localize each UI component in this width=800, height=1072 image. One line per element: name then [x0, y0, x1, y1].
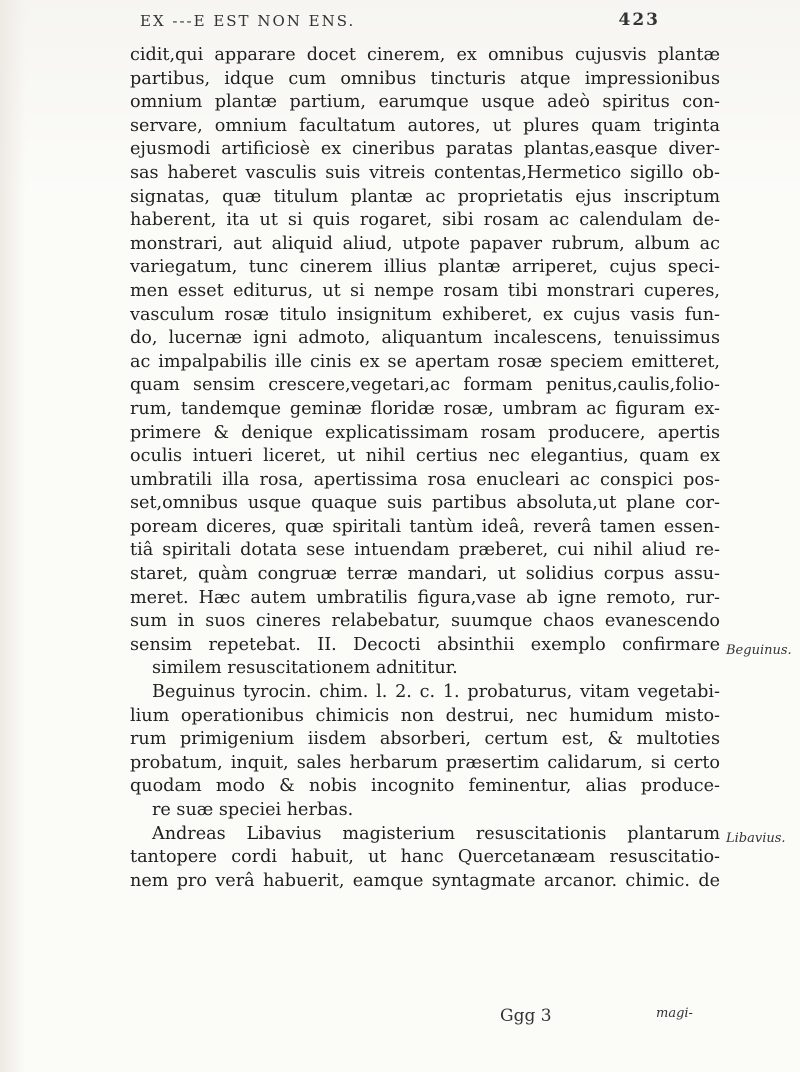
signature-mark: Ggg 3 — [500, 1006, 552, 1026]
text-line: nem pro verâ habuerit, eamque syntagmate arcanor. chimic. de — [130, 870, 720, 891]
text-line: servare, omnium facultatum autores, ut plures quam triginta — [130, 115, 720, 136]
text-line: poream diceres, quæ spiritali tantùm ideâ, reverâ tamen essen- — [130, 516, 720, 537]
running-title: EX ---E EST NON ENS. — [140, 12, 356, 30]
text-line: sas haberet vasculis suis vitreis contentas,Hermetico sigillo ob- — [130, 162, 720, 183]
page-gutter-shadow — [0, 0, 26, 1072]
text-line: vasculum rosæ titulo insignitum exhiberet, ex cujus vasis fun- — [130, 304, 720, 325]
running-header — [140, 8, 660, 34]
text-line: rum, tandemque geminæ floridæ rosæ, umbram ac figuram ex- — [130, 398, 720, 419]
text-line: monstrari, aut aliquid aliud, utpote papaver rubrum, album ac — [130, 233, 720, 254]
text-line: umbratili illa rosa, apertissima rosa enucleari ac conspici pos- — [130, 469, 720, 490]
text-line: probatum, inquit, sales herbarum præsertim calidarum, si certo — [130, 752, 720, 773]
text-line: men esset editurus, ut si nempe rosam tibi monstrari cuperes, — [130, 280, 720, 301]
text-line: Andreas Libavius magisterium resuscitationis plantarum — [152, 823, 720, 844]
margin-note-libavius: Libavius. — [726, 831, 786, 846]
text-line: rum primigenium iisdem absorberi, certum est, & multoties — [130, 729, 720, 750]
text-line: quam sensim crescere,vegetari,ac formam penitus,caulis,folio- — [130, 375, 720, 396]
text-line: haberent, ita ut si quis rogaret, sibi rosam ac calendulam de- — [130, 210, 720, 231]
text-line: oculis intueri liceret, ut nihil certius nec elegantius, quam ex — [130, 446, 720, 467]
body-text — [130, 44, 720, 893]
text-line: lium operationibus chimicis non destrui, nec humidum misto- — [130, 705, 720, 726]
text-line: omnium plantæ partium, earumque usque adeò spiritus con- — [130, 92, 720, 113]
text-line: ejusmodi artificiosè ex cineribus paratas plantas,easque diver- — [130, 139, 720, 160]
text-line: primere & denique explicatissimam rosam producere, apertis — [130, 422, 720, 443]
text-line: set,omnibus usque quaque suis partibus absoluta,ut plane cor- — [130, 493, 720, 514]
text-line: ac impalpabilis ille cinis ex se apertam rosæ speciem emitteret, — [130, 351, 720, 372]
text-line: sum in suos cineres relabebatur, suumque chaos evanescendo — [130, 611, 720, 632]
text-line: variegatum, tunc cinerem illius plantæ arriperet, cujus speci- — [130, 257, 720, 278]
page-number: 423 — [618, 10, 660, 30]
text-line: sensim repetebat. II. Decocti absinthii exemplo confirmare — [130, 634, 720, 655]
catchword: magi- — [656, 1006, 693, 1021]
text-line: similem resuscitationem adnititur. — [152, 658, 458, 679]
text-line: tantopere cordi habuit, ut hanc Quercetanæam resuscitatio- — [130, 847, 720, 868]
text-line: quodam modo & nobis incognito feminentur, alias produce- — [130, 776, 720, 797]
text-line: staret, quàm congruæ terræ mandari, ut solidius corpus assu- — [130, 564, 720, 585]
text-line: meret. Hæc autem umbratilis figura,vase ab igne remoto, rur- — [130, 587, 720, 608]
text-line: Beguinus tyrocin. chim. l. 2. c. 1. probaturus, vitam vegetabi- — [152, 682, 720, 703]
text-line: partibus, idque cum omnibus tincturis atque impressionibus — [130, 68, 720, 89]
text-line: signatas, quæ titulum plantæ ac proprietatis ejus inscriptum — [130, 186, 720, 207]
margin-note-beguinus: Beguinus. — [726, 643, 792, 658]
text-line: tiâ spiritali dotata sese intuendam præberet, cui nihil aliud re- — [130, 540, 720, 561]
text-line: re suæ speciei herbas. — [152, 800, 354, 820]
text-line: cidit,qui apparare docet cinerem, ex omnibus cujusvis plantæ — [130, 45, 720, 65]
text-line: do, lucernæ igni admoto, aliquantum incalescens, tenuissimus — [130, 328, 720, 349]
